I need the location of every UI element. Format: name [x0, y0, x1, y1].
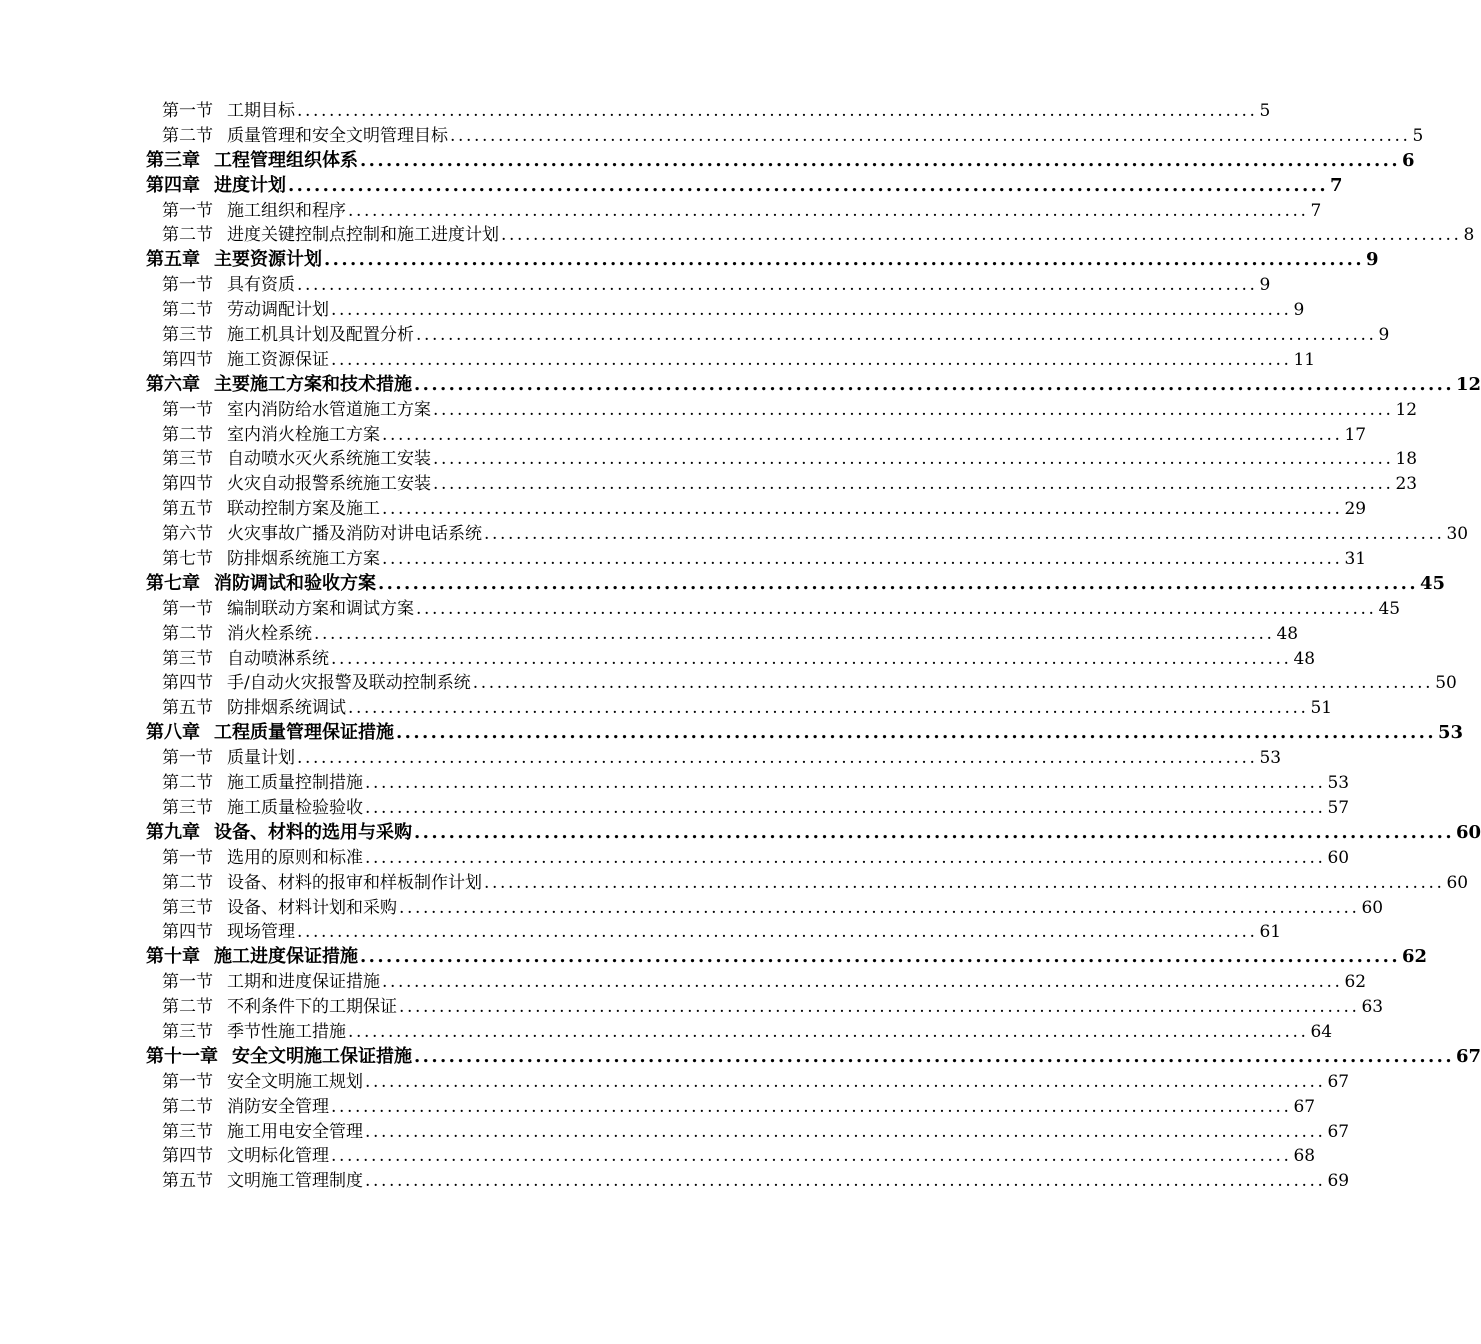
toc-dot-leader: ........................................................................................................................ [348, 698, 1309, 719]
toc-entry-title: 具有资质 [227, 275, 295, 296]
toc-entry-title: 设备、材料的报审和样板制作计划 [227, 872, 482, 893]
toc-dot-leader: ........................................................................................................................ [297, 922, 1258, 943]
toc-page-number: 8 [1463, 225, 1475, 246]
toc-dot-leader: ........................................................................................................................ [348, 1021, 1309, 1042]
toc-section-entry[interactable] [0, 124, 1424, 149]
toc-section-entry[interactable] [0, 472, 1418, 497]
toc-chapter-entry[interactable] [0, 373, 1481, 398]
toc-page-number: 67 [1327, 1071, 1350, 1092]
toc-dot-leader: ........................................................................................................................ [297, 748, 1258, 769]
toc-entry-title: 质量管理和安全文明管理目标 [227, 125, 448, 146]
toc-dot-leader: ........................................................................................................................ [297, 275, 1258, 296]
toc-dot-leader: ........................................................................................................................ [416, 325, 1377, 346]
toc-entry-number: 第一节 [162, 1071, 213, 1092]
toc-entry-number: 第七节 [162, 549, 213, 570]
toc-entry-number: 第一节 [162, 101, 213, 121]
toc-entry-number: 第二节 [162, 623, 213, 644]
toc-entry-number: 第二节 [162, 300, 213, 321]
toc-section-entry[interactable] [0, 970, 1367, 995]
toc-entry-number: 第四节 [162, 1146, 213, 1167]
toc-chapter-entry[interactable] [0, 174, 1343, 199]
toc-page-number: 31 [1344, 549, 1367, 570]
toc-entry-number: 第一节 [162, 972, 213, 993]
toc-page-number: 45 [1378, 598, 1401, 619]
toc-section-entry[interactable] [0, 99, 1271, 124]
toc-page-number: 17 [1344, 424, 1367, 445]
toc-entry-title: 工程管理组织体系 [214, 149, 358, 171]
toc-entry-number: 第二节 [162, 872, 213, 893]
toc-entry-title: 室内消火栓施工方案 [227, 424, 380, 445]
toc-page-number: 7 [1330, 174, 1343, 196]
toc-page-number: 23 [1395, 474, 1418, 495]
toc-entry-number: 第四节 [162, 922, 213, 943]
toc-dot-leader: ........................................................................................................................ [365, 797, 1326, 818]
toc-dot-leader: ........................................................................................................................ [484, 524, 1445, 545]
toc-dot-leader: ........................................................................................................................ [472, 673, 1434, 694]
toc-dot-leader: ........................................................................................................................ [348, 200, 1309, 221]
toc-entry-title: 施工组织和程序 [227, 200, 346, 221]
toc-entry-number: 第三节 [162, 648, 213, 669]
toc-page-number: 50 [1435, 673, 1457, 694]
toc-page-number: 68 [1293, 1146, 1316, 1167]
toc-chapter-entry[interactable] [0, 721, 1464, 746]
toc-section-entry[interactable] [0, 398, 1418, 423]
toc-page-number: 18 [1395, 449, 1418, 470]
toc-page-number: 67 [1456, 1045, 1481, 1067]
toc-entry-title: 主要施工方案和技术措施 [214, 373, 412, 395]
toc-entry-title: 工程质量管理保证措施 [214, 722, 394, 744]
toc-section-entry[interactable] [0, 920, 1282, 945]
toc-dot-leader: ........................................................................................................................ [433, 399, 1394, 420]
toc-entry-number: 第三节 [162, 897, 213, 918]
toc-dot-leader: ........................................................................................................................ [416, 598, 1377, 619]
toc-chapter-entry[interactable] [0, 149, 1415, 174]
toc-page-number: 29 [1344, 499, 1367, 520]
toc-section-entry[interactable] [0, 622, 1299, 647]
toc-page-number: 67 [1293, 1096, 1316, 1117]
toc-entry-title: 自动喷淋系统 [227, 648, 329, 669]
toc-page-number: 9 [1378, 325, 1390, 346]
toc-page-number: 48 [1293, 648, 1316, 669]
toc-entry-number: 第二节 [162, 125, 213, 146]
toc-dot-leader: ........................................................................................................................ [414, 373, 1454, 395]
toc-dot-leader: ........................................................................................................................ [433, 449, 1394, 470]
toc-entry-title: 安全文明施工规划 [227, 1071, 363, 1092]
toc-entry-title: 施工质量检验验收 [227, 797, 363, 818]
toc-section-entry[interactable] [0, 1144, 1316, 1169]
toc-dot-leader: ........................................................................................................................ [331, 1146, 1292, 1167]
toc-entry-number: 第二节 [162, 225, 213, 246]
toc-section-entry[interactable] [0, 273, 1271, 298]
toc-entry-number: 第四节 [162, 349, 213, 370]
toc-entry-number: 第三节 [162, 797, 213, 818]
toc-entry-title: 编制联动方案和调试方案 [227, 598, 414, 619]
toc-section-entry[interactable] [0, 447, 1418, 472]
toc-entry-number: 第四节 [162, 474, 213, 495]
toc-section-entry[interactable] [0, 871, 1469, 896]
toc-page-number: 62 [1344, 972, 1367, 993]
toc-entry-title: 施工质量控制措施 [227, 773, 363, 794]
toc-section-entry[interactable] [0, 497, 1367, 522]
toc-chapter-entry[interactable] [0, 572, 1446, 597]
toc-section-entry[interactable] [0, 223, 1475, 248]
toc-dot-leader: ........................................................................................................................ [331, 349, 1292, 370]
toc-section-entry[interactable] [0, 1070, 1350, 1095]
toc-entry-title: 室内消防给水管道施工方案 [227, 399, 431, 420]
toc-entry-number: 第二节 [162, 997, 213, 1018]
toc-entry-number: 第六章 [146, 373, 200, 395]
toc-entry-title: 施工进度保证措施 [214, 946, 358, 968]
toc-dot-leader: ........................................................................................................................ [433, 474, 1394, 495]
toc-page-number: 9 [1259, 275, 1271, 296]
toc-section-entry[interactable] [0, 1095, 1316, 1120]
toc-section-entry[interactable] [0, 199, 1322, 224]
toc-chapter-entry[interactable] [0, 248, 1379, 273]
toc-dot-leader: ........................................................................................................................ [382, 549, 1343, 570]
toc-entry-number: 第四章 [146, 174, 200, 196]
toc-page-number: 60 [1327, 847, 1350, 868]
toc-section-entry[interactable] [0, 522, 1469, 547]
toc-entry-title: 施工用电安全管理 [227, 1121, 363, 1142]
toc-entry-number: 第五章 [146, 249, 200, 271]
toc-page-number: 45 [1420, 572, 1446, 594]
toc-section-entry[interactable] [0, 995, 1384, 1020]
toc-entry-number: 第四节 [162, 673, 213, 694]
toc-entry-number: 第一节 [162, 399, 213, 420]
toc-section-entry[interactable] [0, 647, 1316, 672]
toc-entry-number: 第五节 [162, 499, 213, 520]
toc-entry-title: 质量计划 [227, 748, 295, 769]
toc-entry-title: 文明标化管理 [227, 1146, 329, 1167]
toc-section-entry[interactable] [0, 1120, 1350, 1145]
toc-page-number: 61 [1259, 922, 1282, 943]
toc-entry-title: 设备、材料计划和采购 [227, 897, 397, 918]
toc-page-number: 6 [1402, 149, 1415, 171]
toc-dot-leader: ........................................................................................................................ [288, 174, 1328, 196]
toc-entry-number: 第三节 [162, 1121, 213, 1142]
toc-page-number: 5 [1259, 101, 1271, 121]
toc-entry-title: 进度关键控制点控制和施工进度计划 [227, 225, 499, 246]
toc-section-entry[interactable] [0, 896, 1384, 921]
toc-dot-leader: ........................................................................................................................ [324, 249, 1364, 271]
toc-entry-number: 第五节 [162, 698, 213, 719]
toc-entry-title: 防排烟系统施工方案 [227, 549, 380, 570]
toc-entry-title: 不利条件下的工期保证 [227, 997, 397, 1018]
toc-chapter-entry[interactable] [0, 1045, 1481, 1070]
toc-page-number: 53 [1259, 748, 1282, 769]
toc-entry-number: 第二节 [162, 1096, 213, 1117]
toc-dot-leader: ........................................................................................................................ [365, 1071, 1326, 1092]
toc-page-number: 64 [1310, 1021, 1333, 1042]
toc-entry-title: 文明施工管理制度 [227, 1171, 363, 1192]
toc-chapter-entry[interactable] [0, 821, 1481, 846]
toc-entry-title: 手/自动火灾报警及联动控制系统 [227, 673, 471, 694]
toc-dot-leader: ........................................................................................................................ [365, 1171, 1326, 1192]
toc-page-number: 63 [1361, 997, 1384, 1018]
toc-page-number: 60 [1361, 897, 1384, 918]
toc-page-number: 7 [1310, 200, 1322, 221]
toc-dot-leader: ........................................................................................................................ [331, 300, 1292, 321]
toc-entry-title: 消火栓系统 [227, 623, 312, 644]
toc-dot-leader: ........................................................................................................................ [360, 149, 1400, 171]
toc-entry-title: 工期目标 [227, 101, 295, 121]
toc-section-entry[interactable] [0, 298, 1305, 323]
toc-entry-number: 第十章 [146, 946, 200, 968]
toc-section-entry[interactable] [0, 1020, 1333, 1045]
toc-entry-title: 施工机具计划及配置分析 [227, 325, 414, 346]
toc-dot-leader: ........................................................................................................................ [399, 897, 1360, 918]
toc-dot-leader: ........................................................................................................................ [396, 722, 1436, 744]
toc-section-entry[interactable] [0, 746, 1282, 771]
toc-section-entry[interactable] [0, 671, 1457, 696]
toc-entry-title: 季节性施工措施 [227, 1021, 346, 1042]
toc-section-entry[interactable] [0, 423, 1367, 448]
toc-dot-leader: ........................................................................................................................ [382, 499, 1343, 520]
toc-page-number: 53 [1438, 722, 1464, 744]
toc-entry-title: 自动喷水灭火系统施工安装 [227, 449, 431, 470]
toc-dot-leader: ........................................................................................................................ [501, 225, 1462, 246]
toc-dot-leader: ........................................................................................................................ [365, 847, 1326, 868]
toc-page-number: 9 [1293, 300, 1305, 321]
toc-entry-title: 消防调试和验收方案 [214, 572, 376, 594]
toc-entry-title: 施工资源保证 [227, 349, 329, 370]
toc-dot-leader: ........................................................................................................................ [399, 997, 1360, 1018]
toc-entry-title: 劳动调配计划 [227, 300, 329, 321]
toc-dot-leader: ........................................................................................................................ [378, 572, 1418, 594]
toc-entry-title: 现场管理 [227, 922, 295, 943]
toc-entry-title: 安全文明施工保证措施 [232, 1045, 412, 1067]
toc-dot-leader: ........................................................................................................................ [365, 1121, 1326, 1142]
toc-entry-number: 第一节 [162, 748, 213, 769]
toc-dot-leader: ........................................................................................................................ [331, 648, 1292, 669]
toc-entry-title: 火灾事故广播及消防对讲电话系统 [227, 524, 482, 545]
toc-page-number: 60 [1456, 821, 1481, 843]
toc-section-entry[interactable] [0, 846, 1350, 871]
toc-entry-number: 第八章 [146, 722, 200, 744]
toc-dot-leader: ........................................................................................................................ [297, 101, 1258, 121]
toc-section-entry[interactable] [0, 597, 1401, 622]
toc-entry-number: 第一节 [162, 200, 213, 221]
toc-dot-leader: ........................................................................................................................ [414, 821, 1454, 843]
toc-entry-number: 第三节 [162, 449, 213, 470]
toc-entry-number: 第三节 [162, 1021, 213, 1042]
toc-page-number: 12 [1456, 373, 1481, 395]
toc-dot-leader: ........................................................................................................................ [450, 125, 1411, 146]
toc-entry-number: 第七章 [146, 572, 200, 594]
toc-dot-leader: ........................................................................................................................ [382, 424, 1343, 445]
toc-page-number: 67 [1327, 1121, 1350, 1142]
toc-entry-title: 设备、材料的选用与采购 [214, 821, 412, 843]
toc-dot-leader: ........................................................................................................................ [414, 1045, 1454, 1067]
toc-page-number: 57 [1327, 797, 1350, 818]
toc-page-number: 53 [1327, 773, 1350, 794]
toc-dot-leader: ........................................................................................................................ [360, 946, 1400, 968]
toc-entry-title: 工期和进度保证措施 [227, 972, 380, 993]
toc-entry-number: 第十一章 [146, 1045, 218, 1067]
toc-entry-title: 消防安全管理 [227, 1096, 329, 1117]
toc-section-entry[interactable] [0, 696, 1333, 721]
toc-page-number: 60 [1446, 872, 1469, 893]
toc-page-number: 9 [1366, 249, 1379, 271]
toc-dot-leader: ........................................................................................................................ [382, 972, 1343, 993]
toc-page-number: 48 [1276, 623, 1299, 644]
toc-section-entry[interactable] [0, 796, 1350, 821]
toc-entry-number: 第二节 [162, 424, 213, 445]
toc-entry-number: 第三章 [146, 149, 200, 171]
toc-entry-title: 防排烟系统调试 [227, 698, 346, 719]
toc-entry-title: 火灾自动报警系统施工安装 [227, 474, 431, 495]
toc-entry-number: 第一节 [162, 598, 213, 619]
toc-section-entry[interactable] [0, 771, 1350, 796]
toc-section-entry[interactable] [0, 547, 1367, 572]
toc-dot-leader: ........................................................................................................................ [314, 623, 1275, 644]
toc-dot-leader: ........................................................................................................................ [365, 773, 1326, 794]
toc-entry-number: 第二节 [162, 773, 213, 794]
toc-entry-number: 第六节 [162, 524, 213, 545]
toc-entry-title: 联动控制方案及施工 [227, 499, 380, 520]
toc-entry-number: 第一节 [162, 275, 213, 296]
toc-section-entry[interactable] [0, 348, 1316, 373]
toc-entry-title: 主要资源计划 [214, 249, 322, 271]
toc-entry-title: 选用的原则和标准 [227, 847, 363, 868]
toc-entry-number: 第五节 [162, 1171, 213, 1192]
toc-section-entry[interactable] [0, 1169, 1350, 1194]
toc-page-number: 62 [1402, 946, 1428, 968]
toc-page-number: 11 [1293, 349, 1316, 370]
toc-page-number: 51 [1310, 698, 1333, 719]
table-of-contents [0, 99, 1481, 1194]
toc-chapter-entry[interactable] [0, 945, 1428, 970]
toc-entry-number: 第一节 [162, 847, 213, 868]
toc-dot-leader: ........................................................................................................................ [484, 872, 1445, 893]
toc-entry-number: 第九章 [146, 821, 200, 843]
toc-page-number: 5 [1412, 125, 1424, 146]
toc-page-number: 30 [1446, 524, 1469, 545]
toc-page-number: 69 [1327, 1171, 1350, 1192]
toc-dot-leader: ........................................................................................................................ [331, 1096, 1292, 1117]
toc-page-number: 12 [1395, 399, 1418, 420]
toc-entry-number: 第三节 [162, 325, 213, 346]
toc-section-entry[interactable] [0, 323, 1390, 348]
toc-entry-title: 进度计划 [214, 174, 286, 196]
